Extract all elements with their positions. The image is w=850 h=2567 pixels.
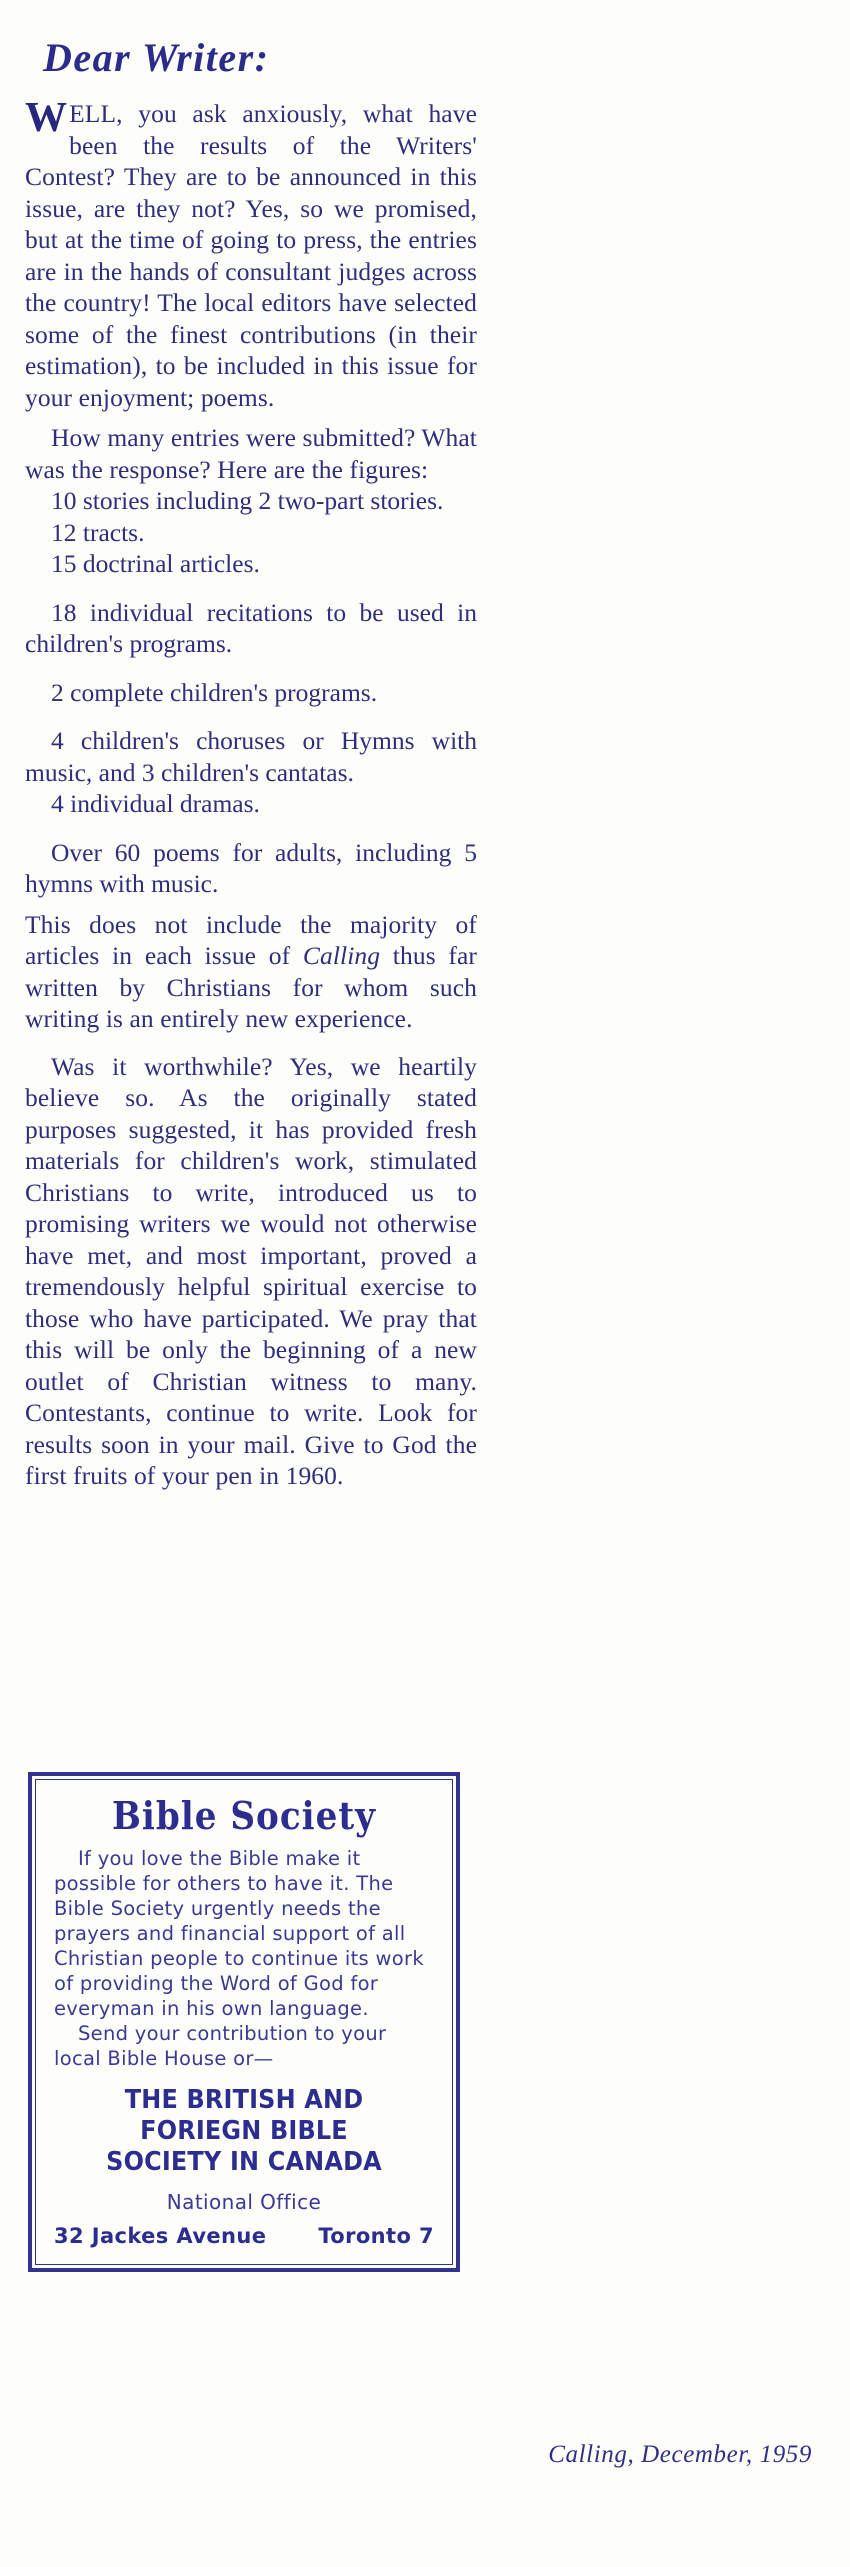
article-column — [25, 0, 477, 1492]
ad-national-office-label: National Office — [166, 2189, 322, 2214]
tally-item-recitations: 18 individual recitations to be used in children's programs. — [25, 597, 477, 658]
tally-item-complete-programs: 2 complete children's programs. — [51, 677, 378, 707]
not-included-text-tail: thus far written by Christians for whom such writing is an entirely new experience. — [25, 941, 477, 1033]
not-included-text-head: This does not include the majority of articles in each issue of — [25, 909, 477, 970]
worthwhile-paragraph: Was it worthwhile? Yes, we heartily believe so. As the originally stated purposes suggested, it has provided fresh materials for children's work, stimulated Christians to write, introduced us to promising writers we would not otherwise have met, and most important, proved a tremendously helpful spiritual exercise to those who have participated. We pray that this will be only the beginning of a new outlet of Christian witness to many. Contestants, continue to write. Look for results soon in your mail. Give to God the first fruits of your pen in 1960. — [25, 1051, 477, 1490]
ad-body-paragraph-2: Send your contribution to your local Bible House or— — [54, 2021, 387, 2070]
ad-organization-line-2: SOCIETY IN CANADA — [106, 2146, 382, 2177]
ad-title: Bible Society — [111, 1793, 377, 1838]
ad-body-paragraph-1: If you love the Bible make it possible for others to have it. The Bible Society urgently needs the prayers and financial support of all Christian people to continue its work of providing the Word of God for everyman in his own language. — [54, 1846, 424, 2020]
tally-item-choruses: 4 children's choruses or Hymns with music, and 3 children's cantatas. — [25, 726, 477, 787]
tally-item-tracts: 12 tracts. — [51, 517, 145, 547]
question-paragraph: How many entries were submitted? What was the response? Here are the figures: — [25, 423, 477, 484]
ad-organization-line-1: THE BRITISH AND FORIEGN BIBLE — [124, 2084, 364, 2146]
bible-society-advertisement — [28, 1772, 460, 2272]
not-included-paragraph — [25, 909, 477, 1035]
footer-citation: Calling, December, 1959 — [548, 2441, 812, 2468]
ad-inner-border — [35, 1779, 453, 2265]
ad-street-address: 32 Jackes Avenue — [54, 2223, 267, 2248]
tally-item-poems: Over 60 poems for adults, including 5 hymns with music. — [25, 837, 477, 898]
page-title: Dear Writer: — [43, 35, 270, 80]
ad-address-row — [54, 2224, 434, 2248]
lead-paragraph: WELL, you ask anxiously, what have been the results of the Writers' Contest? They are to be announced in this issue, are they not? Yes, so we promised, but at the time of going to press, the entries are in the hands of consultant judges across the country! The local editors have selected some of the finest contributions (in their estimation), to be included in this issue for your enjoyment; poems. — [25, 95, 477, 412]
tally-item-dramas: 4 individual dramas. — [51, 789, 260, 818]
magazine-title-inline: Calling — [302, 941, 381, 970]
ad-city: Toronto 7 — [318, 2223, 434, 2248]
tally-item-stories: 10 stories including 2 two-part stories. — [51, 486, 444, 515]
tally-item-doctrinal-articles: 15 doctrinal articles. — [51, 549, 260, 578]
